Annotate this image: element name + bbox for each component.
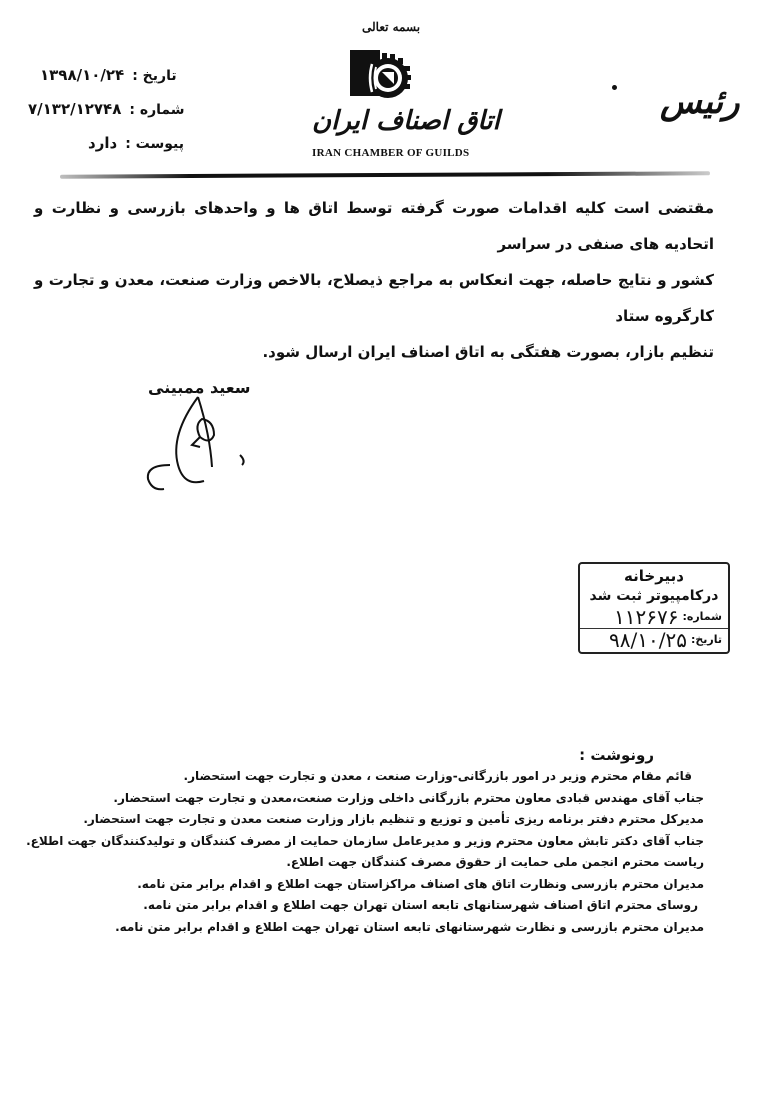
date-value: ۱۳۹۸/۱۰/۲۴ <box>40 66 125 84</box>
signer-name: سعید ممبینی <box>148 378 251 397</box>
recipient-title: رئیس <box>660 82 740 122</box>
cc-title: رونوشت : <box>579 746 654 764</box>
ink-dot <box>612 85 617 90</box>
cc-list <box>26 766 704 938</box>
bismillah-text: بسمه تعالی <box>362 20 421 34</box>
number-row <box>28 100 185 118</box>
date-label: تاریخ : <box>132 68 177 84</box>
stamp-number-label: شماره: <box>682 610 722 623</box>
guild-gear-logo-icon <box>350 50 412 102</box>
body-line: مقتضی است کلیه اقدامات صورت گرفته توسط اتاق ها و واحدهای بازرسی و نظارت و اتحادیه های صنفی در سراسر <box>34 199 714 253</box>
stamp-title: دبیرخانه <box>624 567 684 585</box>
stamp-date-row <box>586 629 722 651</box>
organization-name-en: IRAN CHAMBER OF GUILDS <box>312 147 470 159</box>
cc-item: جناب آقای دکتر تابش معاون محترم وزیر و مدیرعامل سازمان حمایت از مصرف کنندگان و تولیدکنندگان جهت اطلاع. <box>26 833 704 848</box>
attachment-label: پیوست : <box>125 136 184 152</box>
header-divider <box>60 171 710 178</box>
cc-item: جناب آقای مهندس قبادی معاون محترم بازرگانی داخلی وزارت صنعت،معدن و تجارت جهت استحضار. <box>113 790 704 805</box>
letter-body <box>34 190 714 370</box>
cc-item: ریاست محترم انجمن ملی حمایت از حقوق مصرف کنندگان جهت اطلاع. <box>286 855 704 869</box>
stamp-date-label: تاریخ: <box>690 633 722 646</box>
number-label: شماره : <box>129 102 185 118</box>
body-line: تنظیم بازار، بصورت هفتگی به اتاق اصناف ایران ارسال شود. <box>262 343 714 361</box>
cc-item: قائم مقام محترم وزیر در امور بازرگانی-وزارت صنعت ، معدن و تجارت جهت استحضار. <box>183 769 692 783</box>
cc-item: روسای محترم اتاق اصناف شهرستانهای تابعه استان تهران جهت اطلاع و اقدام برابر متن نامه. <box>143 898 698 912</box>
attachment-row <box>88 134 184 152</box>
handwritten-signature-icon <box>140 395 260 495</box>
organization-name-fa: اتاق اصناف ایران <box>312 106 500 136</box>
stamp-number-value: ۱۱۲۶۷۶ <box>613 605 679 629</box>
cc-item: مدیرکل محترم دفتر برنامه ریزی تأمین و توزیع و تنظیم بازار وزارت صنعت معدن و تجارت جهت استحضار. <box>83 812 704 826</box>
stamp-subtitle: درکامپیوتر ثبت شد <box>589 588 719 604</box>
stamp-number-row <box>586 606 722 628</box>
number-value: ۷/۱۳۲/۱۲۷۴۸ <box>28 100 122 118</box>
registry-stamp <box>578 562 730 654</box>
stamp-date-value: ۹۸/۱۰/۲۵ <box>609 628 687 652</box>
cc-item: مدیران محترم بازرسی و نظارت شهرستانهای تابعه استان تهران جهت اطلاع و اقدام برابر متن نامه. <box>115 919 704 934</box>
date-row <box>40 66 177 84</box>
cc-item: مدیران محترم بازرسی ونظارت اتاق های اصناف مراکزاستان جهت اطلاع و اقدام برابر متن نامه. <box>137 876 704 891</box>
attachment-value: دارد <box>88 134 118 152</box>
body-line: کشور و نتایج حاصله، جهت انعکاس به مراجع ذیصلاح، بالاخص وزارت صنعت، معدن و تجارت و کارگروه ستاد <box>34 271 714 325</box>
